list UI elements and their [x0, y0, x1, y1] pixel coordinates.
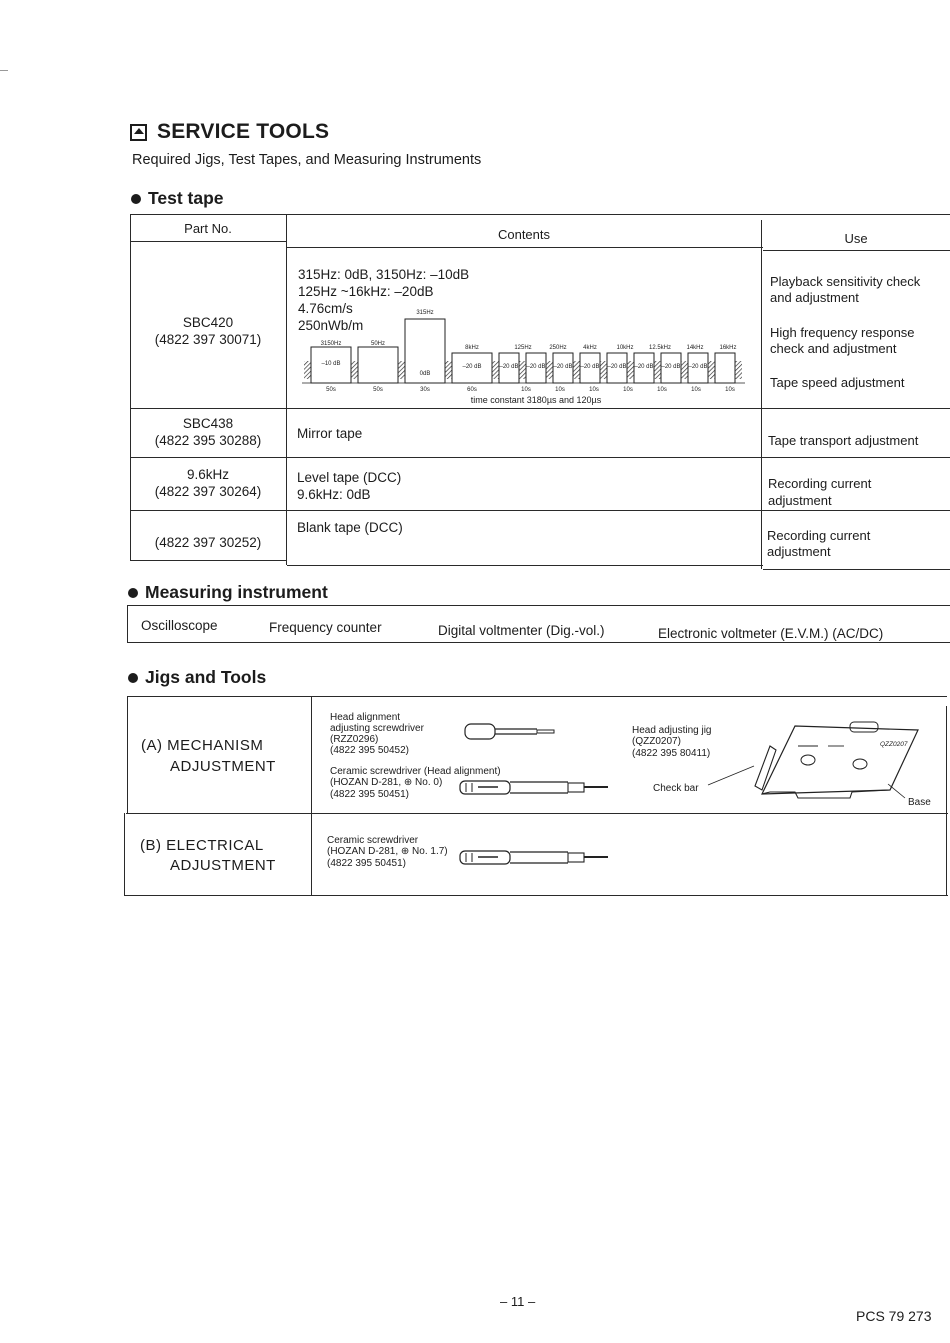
time-label: 50s [326, 387, 336, 393]
row3-use-line: Recording current [768, 476, 872, 491]
tool1-line: Head alignment [330, 712, 401, 723]
tool1-line: adjusting screwdriver [330, 723, 424, 734]
time-label: 10s [521, 387, 531, 393]
instrument-digital-voltmeter: Digital voltmenter (Dig.-vol.) [438, 623, 605, 638]
time-label: 10s [589, 387, 599, 393]
freq-label: 125Hz [514, 345, 532, 351]
row4-use-line: adjustment [767, 544, 831, 559]
measuring-heading-text: Measuring instrument [145, 582, 328, 602]
row-b-line1: ELECTRICAL [166, 837, 264, 854]
freq-label: 4kHz [583, 345, 597, 351]
tool3-line: (4822 395 80411) [632, 748, 711, 759]
level-label: 0dB [419, 371, 431, 377]
level-label: –20 dB [526, 364, 546, 370]
row1-content-line: 250nWb/m [298, 318, 364, 333]
document-code: PCS 79 273 [856, 1308, 932, 1324]
table-rule [124, 895, 948, 896]
row1-use-line: High frequency response [770, 325, 915, 340]
row1-use-line: Tape speed adjustment [770, 375, 905, 390]
time-label: 10s [725, 387, 735, 393]
header-part-no: Part No. [184, 221, 232, 236]
level-label: –20 dB [688, 364, 708, 370]
row2-part-name: SBC438 [182, 416, 234, 431]
row4-use-line: Recording current [767, 528, 871, 543]
row-a-line1: MECHANISM [167, 737, 264, 754]
row-b-tool-line: (4822 395 50451) [327, 858, 406, 869]
freq-label: 315Hz [416, 310, 434, 316]
tool2-line: (4822 395 50451) [330, 789, 409, 800]
tool1-line: (4822 395 50452) [330, 745, 409, 756]
time-label: 30s [420, 387, 430, 393]
instrument-oscilloscope: Oscilloscope [141, 618, 218, 633]
head-alignment-screwdriver-illustration [462, 722, 557, 742]
row-a-prefix: (A) [141, 737, 163, 754]
test-tape-heading-text: Test tape [148, 188, 224, 208]
row2-part-code: (4822 395 30288) [154, 433, 262, 448]
instrument-electronic-voltmeter: Electronic voltmeter (E.V.M.) (AC/DC) [658, 626, 884, 641]
header-use: Use [844, 231, 868, 246]
ceramic-screwdriver-b-illustration [458, 848, 613, 868]
level-label: –20 dB [634, 364, 654, 370]
row1-use-line: and adjustment [770, 290, 859, 305]
row-b-prefix: (B) [140, 837, 162, 854]
row-a-label [141, 737, 263, 754]
section-title-text: SERVICE TOOLS [157, 120, 330, 143]
tool2-line: Ceramic screwdriver (Head alignment) [330, 766, 501, 777]
row2-use-line: Tape transport adjustment [768, 433, 919, 448]
freq-label: 8kHz [465, 345, 479, 351]
row-b-tool-line: (HOZAN D-281, ⊕ No. 1.7) [327, 846, 448, 857]
row1-content-line: 315Hz: 0dB, 3150Hz: –10dB [298, 267, 470, 282]
row1-part-code: (4822 397 30071) [154, 332, 262, 347]
time-label: 10s [555, 387, 565, 393]
ceramic-screwdriver-illustration [458, 778, 613, 798]
head-adjusting-jig-illustration [700, 718, 922, 803]
freq-label: 50Hz [370, 341, 386, 347]
tool1-line: (RZZ0296) [330, 734, 379, 745]
row3-part-name: 9.6kHz [186, 467, 230, 482]
header-contents: Contents [497, 227, 551, 242]
level-label: –20 dB [607, 364, 627, 370]
level-label: –20 dB [499, 364, 519, 370]
row-b-line2: ADJUSTMENT [170, 857, 276, 874]
base-label: Base [908, 797, 931, 808]
row-b-tool-line: Ceramic screwdriver [327, 835, 419, 846]
instrument-frequency-counter: Frequency counter [269, 620, 382, 635]
level-label: –20 dB [462, 364, 482, 370]
row2-content-line: Mirror tape [297, 426, 363, 441]
tool3-line: Head adjusting jig [632, 725, 712, 736]
check-bar-label: Check bar [653, 783, 699, 794]
time-label: 10s [691, 387, 701, 393]
diagram-caption: time constant 3180µs and 120µs [470, 395, 602, 405]
table-rule [946, 706, 947, 895]
row3-part-code: (4822 397 30264) [154, 484, 262, 499]
row1-content-line: 4.76cm/s [298, 301, 353, 316]
level-label: –20 dB [580, 364, 600, 370]
freq-label: 3150Hz [320, 341, 342, 347]
row4-part-code: (4822 397 30252) [154, 535, 262, 550]
table-rule [127, 696, 128, 813]
time-label: 50s [373, 387, 383, 393]
freq-label: 10kHz [616, 345, 634, 351]
time-label: 10s [623, 387, 633, 393]
table-rule [124, 813, 125, 895]
row-b-label [140, 837, 264, 854]
jig-part-text: QZZ0207 [880, 741, 908, 748]
freq-label: 16kHz [719, 345, 737, 351]
row3-content-line: 9.6kHz: 0dB [297, 487, 371, 502]
freq-label: 14kHz [686, 345, 704, 351]
jigs-heading-text: Jigs and Tools [145, 667, 267, 687]
time-label: 60s [467, 387, 477, 393]
row1-use-line: check and adjustment [770, 341, 897, 356]
row1-use-line: Playback sensitivity check [770, 274, 921, 289]
row-a-line2: ADJUSTMENT [170, 758, 276, 775]
table-rule [127, 696, 947, 697]
time-label: 10s [657, 387, 667, 393]
table-rule [311, 696, 312, 895]
level-label: –20 dB [553, 364, 573, 370]
page-number: – 11 – [500, 1294, 536, 1309]
level-label: –10 dB [321, 361, 341, 367]
row1-part-name: SBC420 [182, 315, 234, 330]
row1-content-line: 125Hz ~16kHz: –20dB [298, 284, 434, 299]
section-subtitle: Required Jigs, Test Tapes, and Measuring Instruments [132, 152, 482, 168]
row3-use-line: adjustment [768, 493, 832, 508]
row3-content-line: Level tape (DCC) [297, 470, 402, 485]
freq-label: 12.5kHz [648, 345, 672, 351]
freq-label: 250Hz [549, 345, 567, 351]
table-rule [126, 813, 948, 814]
row4-content-line: Blank tape (DCC) [297, 520, 403, 535]
tool3-line: (QZZ0207) [632, 736, 681, 747]
level-label: –20 dB [661, 364, 681, 370]
tool2-line: (HOZAN D-281, ⊕ No. 0) [330, 777, 443, 788]
